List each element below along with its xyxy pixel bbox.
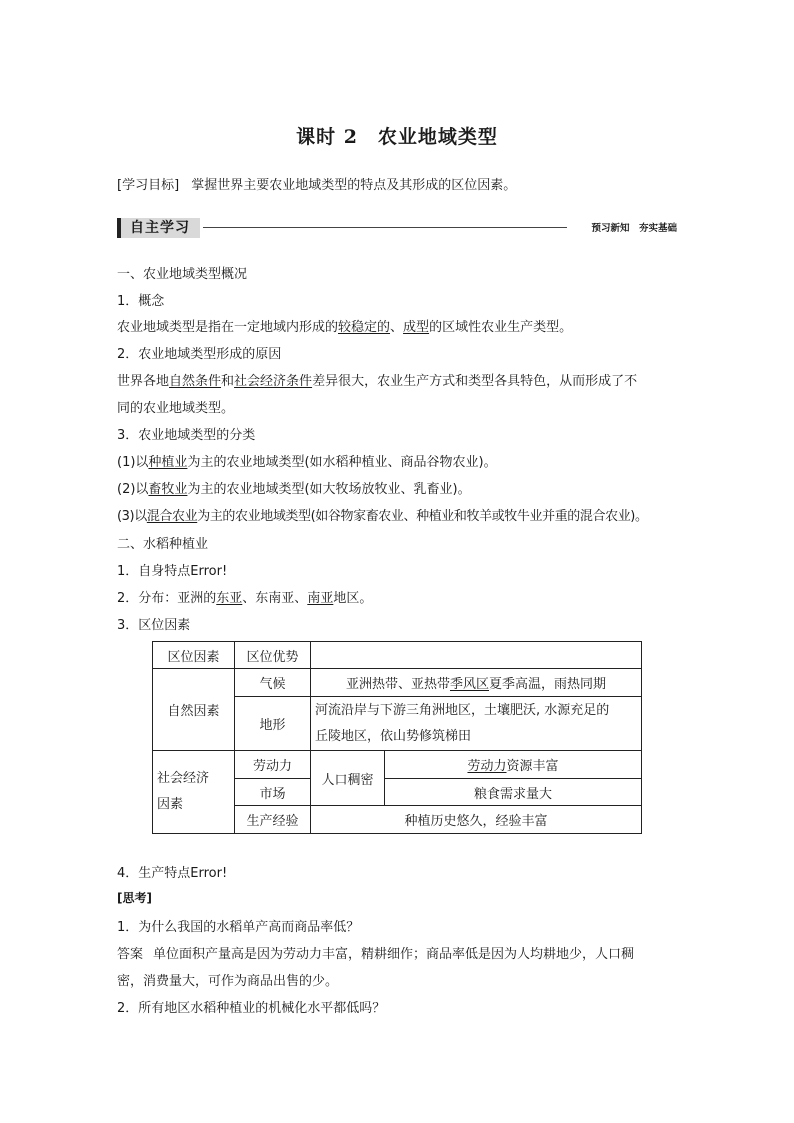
table-cell-market-value: 粮食需求量大 (385, 779, 642, 806)
objective-label: [学习目标] (117, 178, 180, 193)
table-cell-experience-value: 种植历史悠久，经验丰富 (311, 806, 642, 834)
table-cell-labor: 劳动力 (235, 751, 311, 779)
underlined-term: 南亚 (307, 591, 334, 606)
reason-text-line1 (117, 370, 637, 389)
underlined-term: 畜牧业 (148, 482, 188, 497)
text-run: 的区域性农业生产类型。 (429, 320, 573, 335)
text-run: (3)以 (117, 509, 147, 524)
answer-label: 答案 (117, 947, 144, 962)
table-cell-empty (311, 642, 642, 669)
table-header-factor: 区位因素 (153, 642, 235, 669)
text-run: 资源丰富 (506, 759, 559, 774)
text-run: (2)以 (117, 482, 149, 497)
banner-tag: 自主学习 (117, 218, 200, 238)
underlined-term: 较稳定的 (338, 320, 391, 335)
table-cell-experience: 生产经验 (235, 806, 311, 834)
text-run: 、东南亚、 (242, 591, 308, 606)
text-run: 亚洲热带、亚热带 (345, 677, 450, 692)
text-run: 农业地域类型是指在一定地域内形成的 (117, 320, 339, 335)
underlined-term: 社会经济条件 (234, 374, 313, 389)
table-cell-natural: 自然因素 (153, 669, 235, 751)
table-row (153, 751, 642, 779)
subheading-production-features: 4．生产特点Error! (117, 866, 228, 881)
text-run: 单位面积产量高是因为劳动力丰富，精耕细作；商品率低是因为人均耕地少，人口稠 (153, 947, 635, 962)
location-factors-table (152, 641, 642, 834)
table-header-advantage: 区位优势 (235, 642, 311, 669)
text-run: 为主的农业地域类型(如大牧场放牧业、乳畜业)。 (187, 482, 471, 497)
section-banner (117, 218, 677, 238)
underlined-term: 混合农业 (146, 509, 198, 524)
underlined-term: 种植业 (148, 455, 188, 470)
classification-item-3 (117, 505, 648, 524)
question-1: 1．为什么我国的水稻单产高而商品率低？ (117, 920, 360, 935)
classification-item-1 (117, 451, 497, 470)
underlined-term: 劳动力 (467, 759, 507, 774)
banner-right-text: 预习新知 夯实基础 (591, 223, 677, 234)
underlined-term: 季风区 (449, 677, 489, 692)
text-run: 、 (390, 320, 404, 335)
distribution-text (117, 587, 372, 606)
learning-objective (117, 174, 516, 193)
section2-heading: 二、水稻种植业 (117, 537, 209, 552)
underlined-term: 自然条件 (169, 374, 222, 389)
table-cell-terrain: 地形 (235, 697, 311, 751)
table-cell-dense-population: 人口稠密 (311, 751, 385, 806)
text-run: 为主的农业地域类型(如谷物家畜农业、种植业和牧羊或牧牛业并重的混合农业)。 (197, 509, 648, 524)
subheading-concept: 1．概念 (117, 294, 165, 309)
text-run: 差异很大，农业生产方式和类型各具特色，从而形成了不 (312, 374, 638, 389)
table-cell-social (153, 751, 235, 834)
table-cell-market: 市场 (235, 779, 311, 806)
table-row (153, 669, 642, 697)
table-cell-climate: 气候 (235, 669, 311, 697)
text-line: 河流沿岸与下游三角洲地区，土壤肥沃, 水源充足的 (315, 702, 610, 718)
subheading-reason: 2．农业地域类型形成的原因 (117, 347, 282, 362)
section1-heading: 一、农业地域类型概况 (117, 267, 248, 282)
text-run: 和 (221, 374, 235, 389)
table-cell-terrain-value (311, 697, 642, 751)
table-row (153, 642, 642, 669)
answer-1-line2: 密，消费量大，可作为商品出售的少。 (117, 974, 339, 989)
concept-text (117, 316, 572, 335)
question-2: 2．所有地区水稻种植业的机械化水平都低吗？ (117, 1001, 386, 1016)
answer-1-line1 (117, 943, 634, 962)
subheading-location-factors: 3．区位因素 (117, 618, 191, 633)
text-line: 丘陵地区，依山势修筑梯田 (315, 728, 472, 744)
subheading-features: 1．自身特点Error! (117, 564, 228, 579)
reason-text-line2: 同的农业地域类型。 (117, 401, 235, 416)
page-title: 课时 2 农业地域类型 (296, 126, 498, 148)
text-run: 世界各地 (117, 374, 170, 389)
text-run: 夏季高温，雨热同期 (489, 677, 607, 692)
underlined-term: 成型 (403, 320, 430, 335)
think-label: [思考] (117, 891, 152, 905)
text-run: (1)以 (117, 455, 149, 470)
underlined-term: 东亚 (216, 591, 243, 606)
subheading-classification: 3．农业地域类型的分类 (117, 428, 256, 443)
text-line: 社会经济 (157, 771, 210, 786)
objective-text: 掌握世界主要农业地域类型的特点及其形成的区位因素。 (191, 178, 517, 193)
table-cell-labor-value (385, 751, 642, 779)
table-cell-climate-value (311, 669, 642, 697)
text-run: 地区。 (333, 591, 373, 606)
classification-item-2 (117, 478, 471, 497)
text-line: 因素 (157, 797, 184, 812)
banner-rule (203, 227, 567, 228)
text-run: 2．分布：亚洲的 (117, 591, 217, 606)
text-run: 为主的农业地域类型(如水稻种植业、商品谷物农业)。 (187, 455, 497, 470)
